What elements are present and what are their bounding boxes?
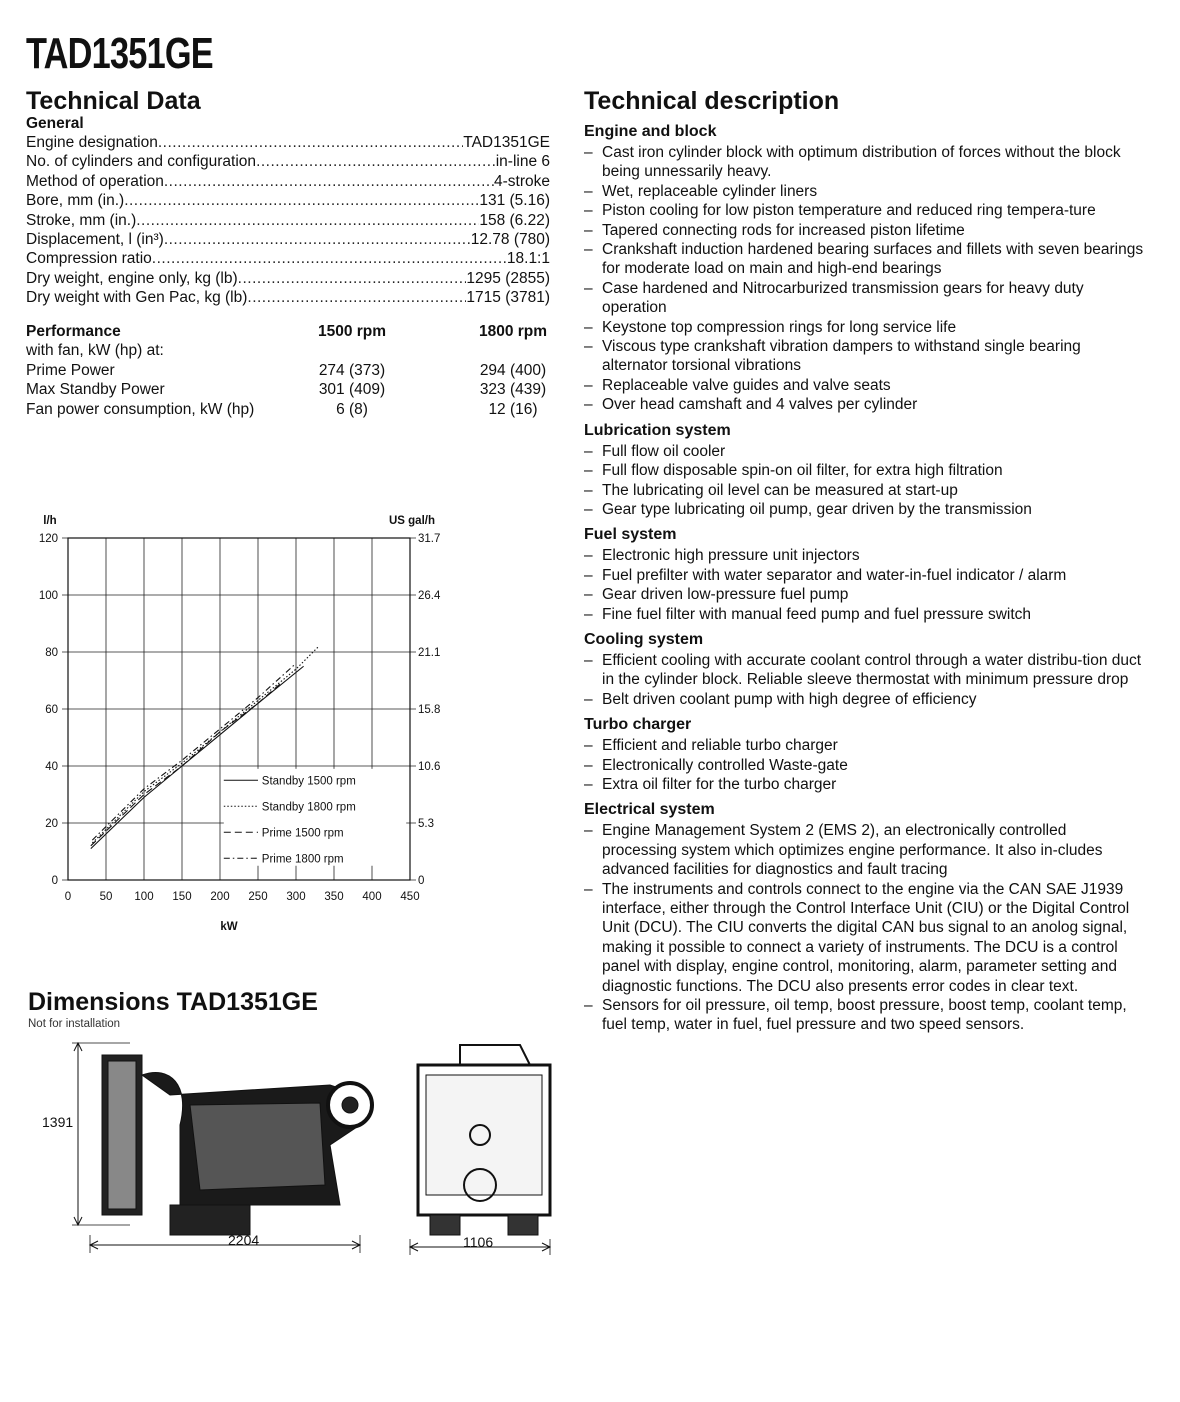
performance-heading: Performance [26,323,121,340]
x-tick-label: 0 [64,891,72,903]
y2-tick-label: 15.8 [418,704,441,716]
section-item: – Case hardened and Nitrocarburized transmission gears for heavy duty operation [584,279,1144,318]
section-item: – Efficient cooling with accurate coolant control through a water distribu-tion duct in the cylinder block. Reliable sleeve thermostat with minimum pressure drop [584,651,1144,690]
general-row-label: Dry weight with Gen Pac, kg (lb) [26,289,248,307]
section-list [584,442,1144,520]
fuel-consumption-chart [20,508,460,938]
performance-col-1800: 1800 rpm [478,323,548,340]
general-row-value: 1295 (2855) [466,269,550,287]
section-list [584,821,1144,1034]
y-tick-label: 0 [51,875,58,887]
performance-col-1500: 1500 rpm [317,323,387,340]
x-tick-label: 150 [172,891,192,903]
y-tick-label: 120 [38,533,58,545]
performance-subheading: with fan, kW (hp) at: [26,342,164,360]
section-item: – Extra oil filter for the turbo charger [584,775,1144,794]
section-item: – Fuel prefilter with water separator and water-in-fuel indicator / alarm [584,566,1144,585]
performance-value-1500: 6 (8) [336,400,368,418]
performance-row-label: Max Standby Power [26,381,165,399]
section-item: – Wet, replaceable cylinder liners [584,182,1144,201]
y2-tick-label: 26.4 [418,590,441,602]
general-row-value: in-line 6 [495,153,550,171]
section-title: Fuel system [584,526,677,544]
section-list [584,143,1144,415]
section-item: – Gear driven low-pressure fuel pump [584,585,1144,604]
general-row-label: Dry weight, engine only, kg (lb) [26,269,238,287]
general-row [26,172,550,191]
section-item: – Electronically controlled Waste-gate [584,756,1144,775]
section-item: – Over head camshaft and 4 valves per cylinder [584,395,1144,414]
general-row [26,133,550,152]
technical-data-title: Technical Data [26,87,201,115]
x-tick-label: 100 [134,891,154,903]
dot-leader [124,191,479,210]
description-section [584,124,1144,415]
performance-row-label: Prime Power [26,361,115,379]
performance-row [26,400,550,419]
dot-leader [164,172,494,191]
performance-rows [26,361,550,419]
x-tick-label: 450 [400,891,420,903]
description-section [584,423,1144,520]
x-axis-label: kW [220,921,238,933]
x-tick-label: 300 [286,891,306,903]
section-item: – Sensors for oil pressure, oil temp, boost pressure, boost temp, coolant temp, fuel temp, water in fuel, fuel pressure and two speed sensors. [584,996,1144,1035]
general-row [26,152,550,171]
performance-value-1500: 301 (409) [318,381,386,399]
general-row [26,191,550,210]
section-item: – Belt driven coolant pump with high degree of efficiency [584,690,1144,709]
y2-tick-label: 10.6 [418,761,441,773]
general-rows [26,133,550,308]
y-tick-label: 40 [45,761,58,773]
x-tick-label: 400 [362,891,382,903]
section-item: – The instruments and controls connect to the engine via the CAN SAE J1939 interface, either through the Control Interface Unit (CIU) or the Digital Control Unit (DCU). The CIU converts the digital CAN bus signal to an anolog signal, making it possible to connect a variety of instruments. The DCU is a control panel with display, engine control, monitoring, alarm, parameter setting and diagnostic functions. The DCU also presents error codes in clear text. [584,880,1144,996]
performance-row [26,361,550,380]
x-tick-label: 250 [248,891,268,903]
y-tick-label: 100 [38,590,58,602]
y-tick-label: 60 [45,704,58,716]
y-tick-label: 20 [45,818,58,830]
section-item: – Piston cooling for low piston temperature and reduced ring tempera-ture [584,201,1144,220]
general-row-value: 4-stroke [494,172,550,190]
general-row-label: Engine designation [26,134,158,151]
section-item: – Full flow oil cooler [584,442,1144,461]
dot-leader [238,269,467,288]
engine-front-view [410,1045,550,1255]
general-row [26,269,550,288]
general-row-label: Displacement, l (in³) [26,231,164,249]
y2-tick-label: 21.1 [418,647,441,659]
legend-label: Prime 1500 rpm [261,827,344,840]
section-list [584,736,1144,794]
x-tick-label: 350 [324,891,344,903]
dot-leader [158,133,463,152]
general-row [26,288,550,307]
section-item: – Cast iron cylinder block with optimum distribution of forces without the block being unnessarily heavy. [584,143,1144,182]
performance-value-1800: 323 (439) [479,381,547,399]
technical-description-title: Technical description [584,87,840,115]
description-section [584,802,1144,1034]
x-tick-label: 50 [99,891,113,903]
dimensions-note: Not for installation [28,1018,121,1030]
dimension-length: 2204 [228,1232,260,1248]
y2-axis-label: US gal/h [388,515,436,527]
general-row-label: Method of operation [26,172,164,190]
section-title: Turbo charger [584,716,692,734]
section-item: – Engine Management System 2 (EMS 2), an electronically controlled processing system which optimizes engine performance. It also in-cludes advanced facilities for diagnostics and fault tracing [584,821,1144,879]
general-row-value: 131 (5.16) [479,192,550,210]
general-row-label: No. of cylinders and configuration [26,153,257,171]
y-tick-label: 80 [45,647,58,659]
general-row-value: 1715 (3781) [466,289,550,307]
section-item: – Efficient and reliable turbo charger [584,736,1144,755]
y2-tick-label: 5.3 [418,818,434,830]
section-list [584,651,1144,709]
performance-value-1800: 12 (16) [488,400,538,418]
section-item: – Keystone top compression rings for long service life [584,318,1144,337]
general-row-value: 18.1:1 [506,250,550,268]
section-item: – Tapered connecting rods for increased piston lifetime [584,221,1144,240]
dimension-width: 1106 [463,1234,494,1250]
section-title: Lubrication system [584,421,731,439]
general-row-label: Compression ratio [26,250,152,268]
general-row [26,211,550,230]
general-row-value: 12.78 (780) [470,231,550,249]
legend-label: Standby 1800 rpm [261,801,356,814]
performance-value-1500: 274 (373) [318,361,386,379]
technical-description [584,124,1144,1035]
general-heading: General [26,115,84,132]
description-section [584,717,1144,794]
section-item: – Electronic high pressure unit injectors [584,546,1144,565]
dimension-height: 1391 [42,1114,74,1130]
section-item: – Gear type lubricating oil pump, gear driven by the transmission [584,500,1144,519]
dimensions-title: Dimensions TAD1351GE [28,988,318,1016]
legend-label: Standby 1500 rpm [261,775,356,788]
y2-tick-label: 31.7 [418,533,441,545]
general-row-value: TAD1351GE [463,134,550,151]
dot-leader [256,152,496,171]
section-title: Engine and block [584,123,717,140]
performance-value-1800: 294 (400) [479,361,547,379]
general-row-value: 158 (6.22) [479,211,550,229]
dot-leader [247,288,466,307]
section-title: Cooling system [584,630,704,648]
y2-tick-label: 0 [418,875,425,887]
section-item: – The lubricating oil level can be measured at start-up [584,481,1144,500]
y-axis-label: l/h [43,515,57,527]
section-item: – Full flow disposable spin-on oil filter, for extra high filtration [584,461,1144,480]
section-title: Electrical system [584,801,715,819]
section-item: – Replaceable valve guides and valve seats [584,376,1144,395]
description-section [584,632,1144,709]
general-row [26,249,550,268]
general-row [26,230,550,249]
x-tick-label: 200 [210,891,230,903]
section-item: – Fine fuel filter with manual feed pump and fuel pressure switch [584,605,1144,624]
section-list [584,546,1144,624]
model-heading: TAD1351GE [26,29,213,78]
general-row-label: Stroke, mm (in.) [26,211,137,229]
engine-side-view [72,1043,372,1253]
dimension-drawings [30,1035,570,1265]
performance-row [26,380,550,399]
general-table [26,115,550,308]
performance-table [26,322,550,419]
performance-row-label: Fan power consumption, kW (hp) [26,400,255,418]
legend-label: Prime 1800 rpm [261,853,344,866]
dot-leader [136,211,479,230]
section-item: – Viscous type crankshaft vibration dampers to withstand single bearing alternator torsional vibrations [584,337,1144,376]
description-section [584,527,1144,624]
dot-leader [164,230,471,249]
general-row-label: Bore, mm (in.) [26,192,125,210]
section-item: – Crankshaft induction hardened bearing surfaces and fillets with seven bearings for moderate load on main and high-end bearings [584,240,1144,279]
dot-leader [152,249,507,268]
